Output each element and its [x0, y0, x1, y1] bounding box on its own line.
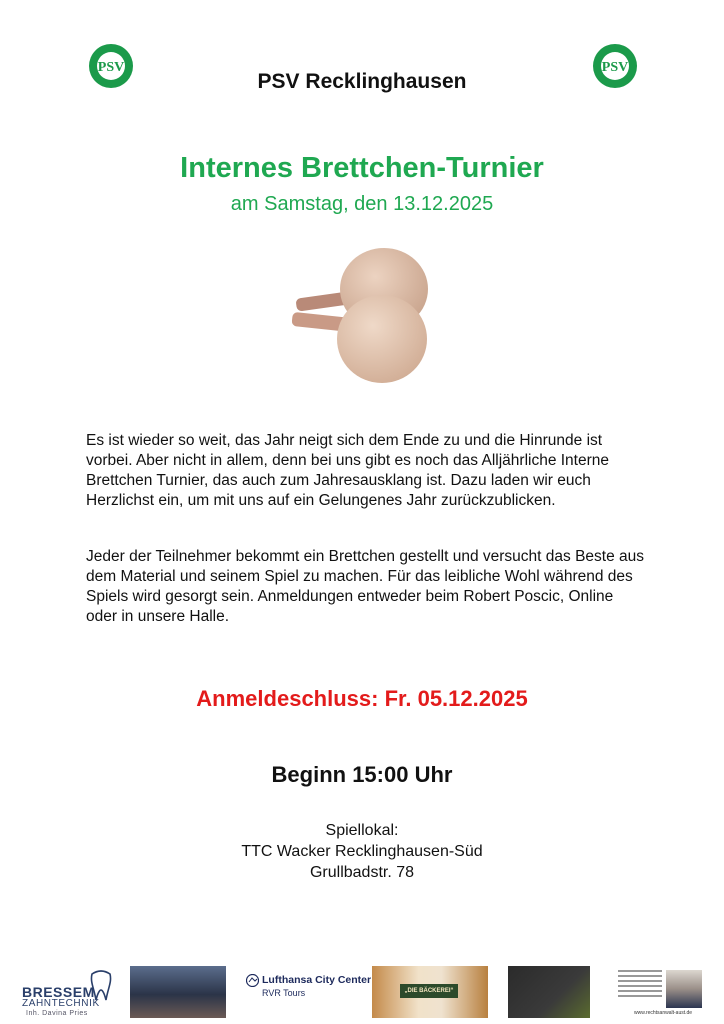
sponsor-car-dealer-image [130, 966, 226, 1018]
event-title: Internes Brettchen-Turnier [180, 152, 544, 184]
sponsor-grill-image [508, 966, 590, 1018]
start-time: Beginn 15:00 Uhr [271, 762, 453, 787]
event-date: am Samstag, den 13.12.2025 [230, 193, 494, 215]
lawyer-text-lines [618, 970, 662, 1000]
lawyer-photo [666, 970, 702, 1008]
sponsor-strip [0, 960, 724, 1024]
venue-block [0, 820, 724, 883]
venue-address: Grullbadstr. 78 [309, 864, 415, 881]
sponsor-lawyer-card [614, 966, 706, 1018]
lufthansa-name: Lufthansa City Center [262, 974, 372, 986]
venue-label: Spiellokal: [325, 822, 399, 839]
sponsor-lufthansa-logo [246, 970, 372, 1010]
details-paragraph: Jeder der Teilnehmer bekommt ein Brettchen gestellt und versucht das Beste aus dem Material und seinem Spiel zu machen. Für das leibliche Wohl während des Spiels wird gesorgt sein. Anmeldungen entweder beim Robert Poscic, Online oder in unsere Halle. [86, 548, 645, 625]
sponsor-bressem-logo [22, 964, 122, 1020]
bressem-sub: ZAHNTECHNIK [22, 998, 100, 1009]
svg-text:PSV: PSV [601, 60, 629, 75]
club-name: PSV Recklinghausen [257, 70, 467, 93]
registration-deadline: Anmeldeschluss: Fr. 05.12.2025 [196, 686, 528, 711]
bressem-owner: Inh. Davina Pries [26, 1010, 88, 1017]
lawyer-url: www.rechtsanwalt-aust.de [634, 1010, 693, 1016]
lufthansa-crane-icon [246, 974, 259, 987]
svg-text:PSV: PSV [97, 60, 125, 75]
intro-paragraph: Es ist wieder so weit, das Jahr neigt sich dem Ende zu und die Hinrunde ist vorbei. Aber nicht in allem, denn bei uns gibt es noch das Alljährliche Interne Brettchen Turnier, das auch zum Jahresausklang ist. Dazu laden wir euch Herzlichst ein, um mit uns auf ein Gelungenes Jahr zurückzublicken. [86, 432, 610, 509]
baecker-badge: „DIE BÄCKEREI“ [400, 984, 458, 998]
venue-name: TTC Wacker Recklinghausen-Süd [241, 843, 483, 860]
paddles-image [288, 243, 438, 393]
sponsor-baeckerei-image [372, 966, 488, 1018]
bressem-name: BRESSEM [22, 984, 95, 1000]
lufthansa-tours: RVR Tours [262, 988, 306, 998]
